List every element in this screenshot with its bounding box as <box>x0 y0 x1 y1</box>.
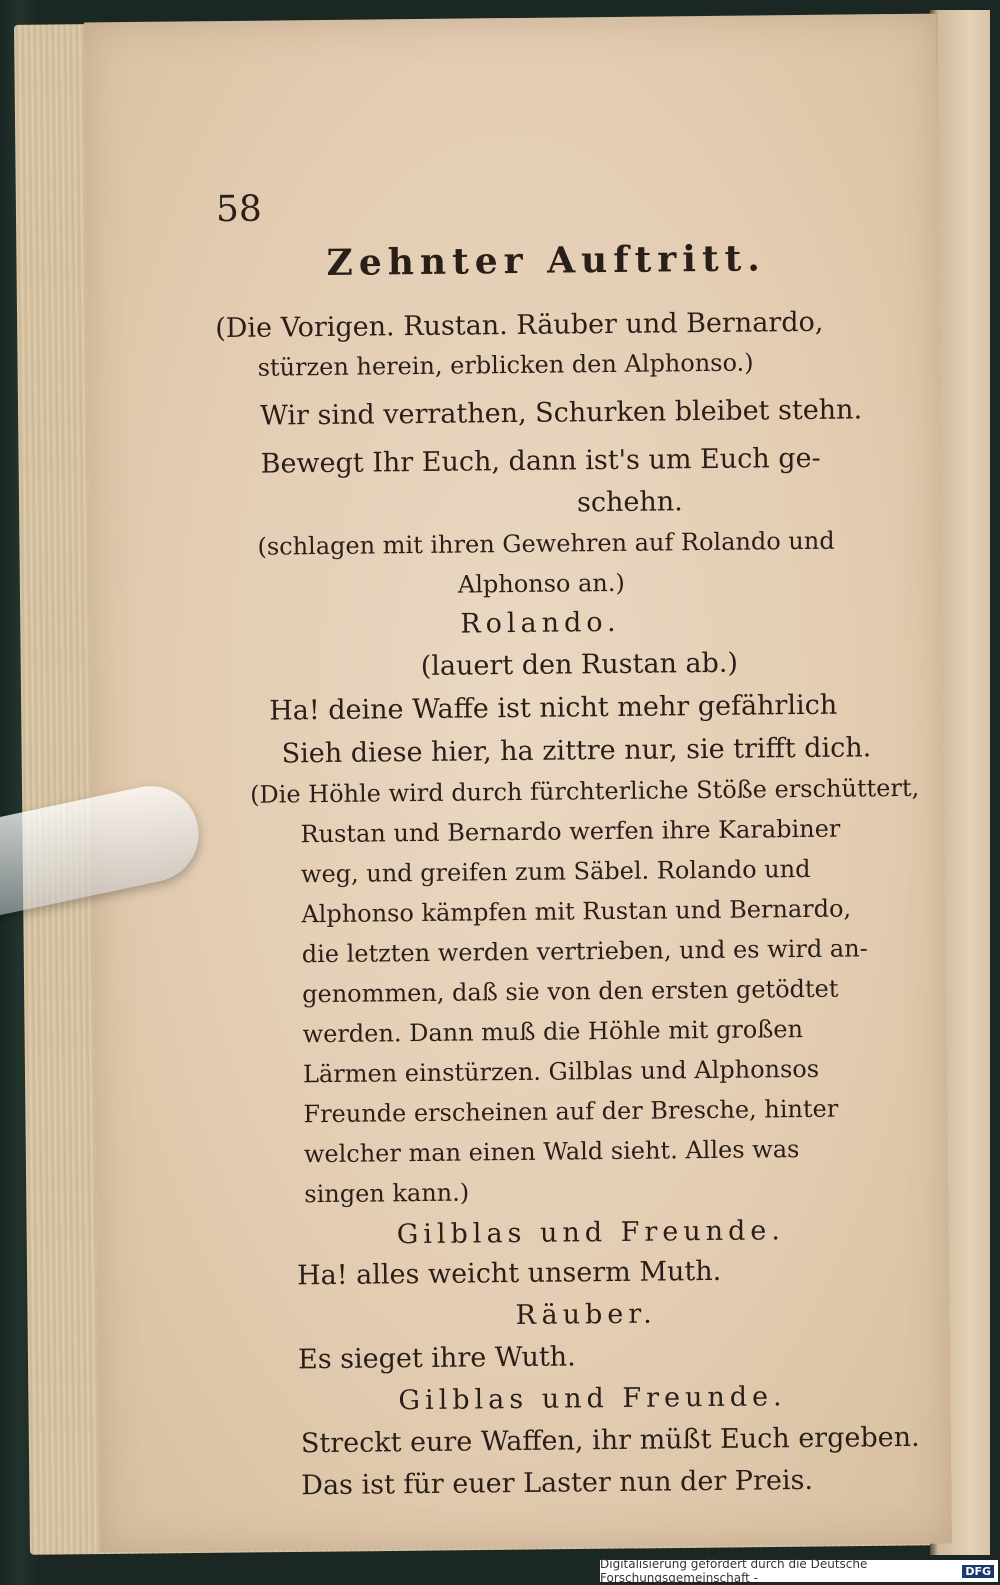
stage-direction-line: Alphonso an.) <box>457 568 625 599</box>
stage-direction-line: (Die Vorigen. Rustan. Räuber und Bernardo, <box>215 306 824 345</box>
stage-direction-line: genommen, daß sie von den ersten getödtet <box>302 974 839 1009</box>
verse-line: schehn. <box>576 486 683 519</box>
verse-line: Das ist für euer Laster nun der Preis. <box>301 1464 814 1502</box>
footer-text: Digitalisierung gefördert durch die Deutsche Forschungsgemeinschaft - <box>600 1557 868 1585</box>
stage-direction-line: (schlagen mit ihren Gewehren auf Rolando und <box>257 526 835 561</box>
verse-line: Es sieget ihre Wuth. <box>297 1341 576 1376</box>
stage-direction-line: weg, und greifen zum Säbel. Rolando und <box>300 854 811 889</box>
stage-direction-line: Rustan und Bernardo werfen ihre Karabiner <box>300 814 841 849</box>
book-page <box>84 14 952 1553</box>
stage-direction-line: singen kann.) <box>304 1178 470 1209</box>
stage-direction-line: (lauert den Rustan ab.) <box>420 647 739 683</box>
verse-line: Ha! deine Waffe ist nicht mehr gefährlich <box>269 689 838 727</box>
page-text <box>84 14 952 1553</box>
speaker-name: Gilblas und Freunde. <box>398 1381 787 1417</box>
speaker-name: Räuber. <box>515 1298 657 1332</box>
digitization-footer <box>600 1557 998 1585</box>
page-number: 58 <box>215 188 263 231</box>
stage-direction-line: Alphonso kämpfen mit Rustan und Bernardo, <box>301 894 852 929</box>
verse-line: Sieh diese hier, ha zittre nur, sie trifft dich. <box>281 732 872 770</box>
verse-line: Ha! alles weicht unserm Muth. <box>296 1255 722 1292</box>
speaker-name: Rolando. <box>460 606 621 640</box>
dfg-logo-badge: DFG <box>962 1565 994 1578</box>
scene-heading: Zehnter Auftritt. <box>326 237 766 284</box>
verse-line: Streckt eure Waffen, ihr müßt Euch ergeben. <box>300 1421 920 1460</box>
verse-line: Wir sind verrathen, Schurken bleibet stehn. <box>259 394 863 432</box>
speaker-name: Gilblas und Freunde. <box>396 1215 786 1251</box>
stage-direction-line: Lärmen einstürzen. Gilblas und Alphonsos <box>302 1054 820 1089</box>
stage-direction-line: Freunde erscheinen auf der Bresche, hinter <box>303 1094 839 1129</box>
verse-line: Bewegt Ihr Euch, dann ist's um Euch ge- <box>260 442 821 480</box>
stage-direction-line: (Die Höhle wird durch fürchterliche Stöße erschüttert, <box>249 773 920 809</box>
stage-direction-line: welcher man einen Wald sieht. Alles was <box>303 1135 800 1169</box>
stage-direction-line: stürzen herein, erblicken den Alphonso.) <box>257 348 754 382</box>
stage-direction-line: werden. Dann muß die Höhle mit großen <box>302 1015 804 1049</box>
stage-direction-line: die letzten werden vertrieben, und es wird an- <box>301 934 868 969</box>
